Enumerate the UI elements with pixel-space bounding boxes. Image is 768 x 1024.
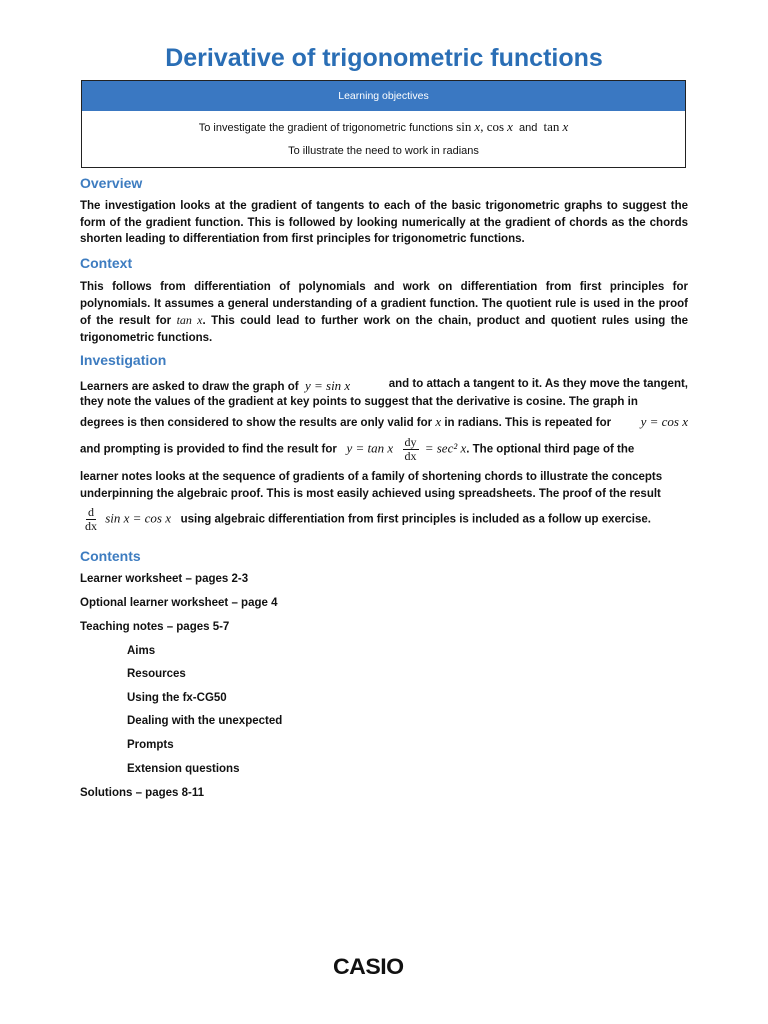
- contents-item: Teaching notes – pages 5-7: [80, 621, 230, 633]
- fraction-d-dx: $\frac{d}{dx}$: [85, 505, 97, 533]
- math-x: x: [474, 119, 481, 134]
- investigation-line-2: they note the values of the gradient at key points to suggest that the derivative is cosine. The graph in: [80, 396, 638, 408]
- casio-logo: CASIO: [333, 954, 404, 979]
- math-tan: tan: [543, 119, 560, 134]
- investigation-line-6: underpinning the algebraic proof. This is most easily achieved using spreadsheets. The proof of the result: [80, 488, 661, 500]
- objective-1-and: and: [519, 122, 538, 134]
- math-x: x: [562, 119, 569, 134]
- learning-objectives-box: [81, 80, 686, 168]
- contents-item: Learner worksheet – pages 2-3: [80, 573, 249, 585]
- context-heading: Context: [80, 255, 133, 271]
- investigation-line-4: and prompting is provided to find the result for y = tan x $\frac{dy}{dx}$ = sec² x. The optional third page of the: [80, 435, 635, 463]
- math-y-tan-x: y = tan x: [346, 440, 394, 456]
- math-sin-cos-result: sin x = cos x: [105, 510, 172, 526]
- objective-2: To illustrate the need to work in radians: [288, 145, 479, 157]
- contents-subitem: Dealing with the unexpected: [127, 715, 283, 727]
- contents-subitem: Prompts: [127, 739, 174, 751]
- context-text: This follows from differentiation of polynomials and work on differentiation from first principles for polynomials. It assumes a general understanding of a gradient function. The quotient rule is used in the proof of the result for tan x. This could lead to further work on the chain, product and quotient rules using the trigonometric functions.: [80, 281, 688, 344]
- math-x: x: [507, 119, 513, 134]
- objective-1-text: To investigate the gradient of trigonometric functions: [198, 122, 454, 134]
- investigation-line-5: learner notes looks at the sequence of gradients of a family of shortening chords to illustrate the concepts: [80, 471, 663, 483]
- math-y-sin-x: y = sin x: [304, 378, 351, 393]
- contents-subitem: Aims: [127, 645, 156, 657]
- contents-subitem: Extension questions: [127, 763, 240, 775]
- page-title: Derivative of trigonometric functions: [165, 44, 603, 72]
- math-y-cos-x: y = cos x: [640, 414, 688, 429]
- fraction-dy-dx: $\frac{dy}{dx}$: [404, 435, 417, 463]
- math-sin: sin: [456, 119, 472, 134]
- investigation-line-3: degrees is then considered to show the results are only valid for x in radians. This is repeated for y = cos x: [80, 414, 688, 429]
- math-cos: , cos: [480, 119, 505, 134]
- contents-item: Solutions – pages 8-11: [80, 787, 204, 799]
- contents-item: Optional learner worksheet – page 4: [80, 597, 278, 609]
- learning-objectives-header: Learning objectives: [82, 81, 685, 111]
- investigation-line-7: $\frac{d}{dx}$ sin x = cos x using algebraic differentiation from first principles is included as a follow up exercise.: [85, 505, 651, 533]
- math-sec-squared: = sec² x: [424, 440, 467, 456]
- objective-1: [82, 119, 685, 135]
- investigation-heading: Investigation: [80, 352, 167, 368]
- overview-heading: Overview: [80, 175, 143, 191]
- investigation-line-1: Learners are asked to draw the graph of y = sin x and to attach a tangent to it. As they move the tangent,: [80, 378, 688, 393]
- overview-text: The investigation looks at the gradient of tangents to each of the basic trigonometric graphs to suggest the form of the gradient function. This is followed by looking numerically at the gradient of chords as the chords shorten leading to differentiation from first principles for trigonometric functions.: [80, 200, 688, 245]
- contents-heading: Contents: [80, 548, 141, 564]
- contents-subitem: Resources: [127, 668, 186, 680]
- math-tan-x: tan x: [176, 313, 203, 327]
- contents-subitem: Using the fx-CG50: [127, 692, 227, 704]
